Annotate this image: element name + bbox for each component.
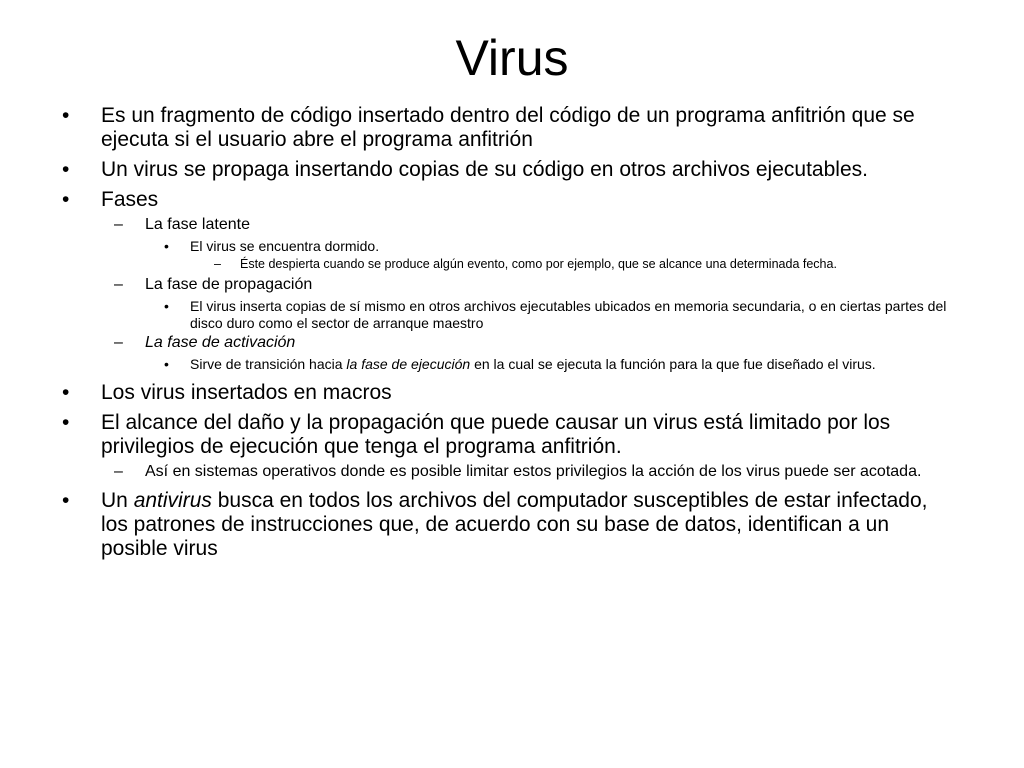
slide-title: Virus	[455, 30, 569, 86]
bullet-item	[58, 489, 958, 561]
bullet-text: El alcance del daño y la propagación que puede causar un virus está limitado por los privilegios de ejecución que tenga el programa anfitrión.	[101, 411, 891, 458]
bullet-text-em: antivirus	[133, 489, 212, 512]
bullet-text: Los virus insertados en macros	[101, 381, 392, 404]
sub-bullet-item	[58, 276, 958, 294]
bullet-marker: •	[164, 356, 169, 372]
sub-sub-bullet-item	[58, 298, 958, 332]
dash-marker: –	[114, 463, 123, 480]
dash-marker: –	[114, 276, 123, 293]
dash-marker: –	[114, 334, 123, 351]
sub-sub-bullet-text: El virus inserta copias de sí mismo en otros archivos ejecutables ubicados en memoria secundaria, o en ciertas partes del disco duro como el sector de arranque maestro	[190, 298, 947, 331]
bullet-item	[58, 104, 958, 152]
bullet-marker: •	[62, 381, 70, 404]
sub-sub-bullet-item	[58, 238, 958, 255]
sub-bullet-item	[58, 216, 958, 234]
bullet-marker: •	[62, 104, 70, 127]
bullet-marker: •	[62, 411, 70, 434]
bullet-item	[58, 188, 958, 212]
bullet-text: Fases	[101, 188, 159, 211]
dash-marker: –	[214, 257, 221, 271]
bullet-marker: •	[164, 238, 169, 254]
sub-sub-bullet-text: El virus se encuentra dormido.	[190, 238, 380, 254]
sub-bullet-text: La fase de propagación	[145, 276, 313, 293]
sub-sub-bullet-text-post: en la cual se ejecuta la función para la que fue diseñado el virus.	[470, 356, 876, 372]
dash-marker: –	[114, 216, 123, 233]
bullet-marker: •	[62, 489, 70, 512]
sub-sub-bullet-item	[58, 356, 958, 373]
bullet-item	[58, 381, 958, 405]
sub-sub-bullet-text-pre: Sirve de transición hacia	[190, 356, 347, 372]
bullet-text-pre: Un	[101, 489, 134, 512]
bullet-item	[58, 158, 958, 182]
slide-content	[58, 104, 958, 567]
bullet-text-post: busca en todos los archivos del computador susceptibles de estar infectado, los patrones de instrucciones que, de acuerdo con su base de datos, identifican a un posible virus	[101, 489, 928, 560]
sub-bullet-item	[58, 463, 958, 481]
bullet-text: Es un fragmento de código insertado dentro del código de un programa anfitrión que se ejecuta si el usuario abre el programa anfitrión	[101, 104, 915, 151]
level4-bullet-item	[58, 257, 958, 272]
sub-bullet-text: Así en sistemas operativos donde es posible limitar estos privilegios la acción de los virus puede ser acotada.	[145, 463, 922, 480]
sub-sub-bullet-text-em: la fase de ejecución	[346, 356, 471, 372]
level4-bullet-text: Éste despierta cuando se produce algún evento, como por ejemplo, que se alcance una determinada fecha.	[240, 257, 837, 271]
bullet-marker: •	[62, 188, 70, 211]
sub-bullet-text-italic: La fase de activación	[145, 334, 296, 351]
bullet-text: Un virus se propaga insertando copias de su código en otros archivos ejecutables.	[101, 158, 868, 181]
bullet-marker: •	[62, 158, 70, 181]
bullet-marker: •	[164, 298, 169, 314]
sub-bullet-text: La fase latente	[145, 216, 250, 233]
sub-bullet-item	[58, 334, 958, 352]
bullet-item	[58, 411, 958, 459]
